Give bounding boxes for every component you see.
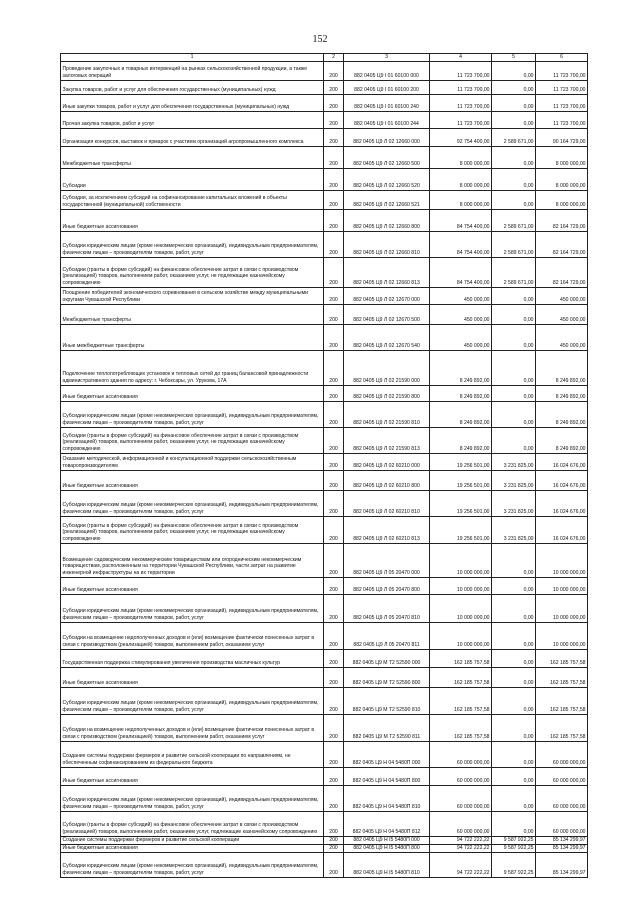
row-name: Субсидии (гранты в форме субсидий) на финансовое обеспечение затрат в связи с производством (реализацией) товаров, выполнением работ, оказанием услуг, не подлежащие казначейскому сопровождению	[61, 516, 324, 543]
row-amount-result: 162 185 757,58	[536, 649, 588, 667]
row-admin-code: 200	[324, 146, 344, 168]
row-admin-code: 200	[324, 61, 344, 80]
row-amount-total: 94 722 222,22	[430, 844, 492, 852]
row-admin-code: 200	[324, 401, 344, 427]
row-amount-total: 8 249 892,00	[430, 427, 492, 453]
table-row	[61, 667, 588, 687]
row-amount-total: 84 754 400,00	[430, 231, 492, 257]
row-amount-change: 3 231 825,00	[492, 516, 536, 543]
row-admin-code: 200	[324, 231, 344, 257]
row-admin-code: 200	[324, 168, 344, 190]
row-amount-total: 8 000 000,00	[430, 168, 492, 190]
row-classification-code: 882 0405 Ц9 Л 05 20470 800	[344, 577, 430, 594]
row-amount-result: 8 249 892,00	[536, 385, 588, 401]
row-classification-code: 882 0405 Ц9 М Т2 52590 811	[344, 714, 430, 741]
row-admin-code: 200	[324, 470, 344, 490]
table-row	[61, 852, 588, 877]
row-amount-total: 162 185 757,58	[430, 714, 492, 741]
table-row	[61, 287, 588, 304]
table-row	[61, 714, 588, 741]
row-amount-total: 94 722 222,22	[430, 836, 492, 844]
row-amount-total: 84 754 400,00	[430, 209, 492, 231]
row-amount-change: 0,00	[492, 350, 536, 385]
row-amount-result: 450 000,00	[536, 304, 588, 324]
row-classification-code: 882 0405 Ц9 Н 04 5480П 812	[344, 811, 430, 836]
row-amount-total: 10 000 000,00	[430, 543, 492, 577]
row-amount-change: 0,00	[492, 168, 536, 190]
row-amount-change: 0,00	[492, 61, 536, 80]
row-name: Создание системы поддержки фермеров и развитие сельской кооперации по направлениям, не обеспеченным софинансированием из федерального бюджета	[61, 741, 324, 767]
row-amount-total: 60 000 000,00	[430, 741, 492, 767]
row-name: Субсидии (гранты в форме субсидий) на финансовое обеспечение затрат в связи с производством (реализацией) товаров, выполнением работ, оказанием услуг, не подлежащие казначейскому сопровождению	[61, 257, 324, 287]
row-amount-change: 0,00	[492, 94, 536, 111]
row-amount-total: 10 000 000,00	[430, 577, 492, 594]
row-amount-result: 8 000 000,00	[536, 190, 588, 209]
row-amount-total: 450 000,00	[430, 304, 492, 324]
row-classification-code: 882 0405 Ц9 Л 05 20470 000	[344, 543, 430, 577]
row-classification-code: 882 0405 Ц9 Л 05 20470 811	[344, 622, 430, 649]
row-amount-change: 0,00	[492, 714, 536, 741]
row-admin-code: 200	[324, 324, 344, 350]
row-admin-code: 200	[324, 304, 344, 324]
row-classification-code: 882 0405 Ц9 Н I5 5480П 800	[344, 844, 430, 852]
row-amount-result: 16 024 676,00	[536, 516, 588, 543]
row-amount-result: 450 000,00	[536, 287, 588, 304]
row-classification-code: 882 0405 Ц9 Л 02 21590 813	[344, 427, 430, 453]
row-amount-total: 11 723 700,00	[430, 61, 492, 80]
row-name: Иные межбюджетные трансферты	[61, 324, 324, 350]
row-amount-change: 0,00	[492, 649, 536, 667]
row-classification-code: 882 0405 Ц9 Л 02 21590 800	[344, 385, 430, 401]
row-amount-result: 8 000 000,00	[536, 146, 588, 168]
row-classification-code: 882 0405 Ц9 М Т2 52590 810	[344, 687, 430, 714]
table-row	[61, 190, 588, 209]
row-admin-code: 200	[324, 811, 344, 836]
row-amount-total: 8 000 000,00	[430, 146, 492, 168]
row-classification-code: 882 0405 Ц9 Л 02 12670 000	[344, 287, 430, 304]
row-amount-result: 11 723 700,00	[536, 111, 588, 128]
row-classification-code: 882 0405 Ц9 Н I5 5480П 810	[344, 852, 430, 877]
row-amount-total: 8 000 000,00	[430, 190, 492, 209]
row-amount-change: 0,00	[492, 667, 536, 687]
row-amount-total: 450 000,00	[430, 324, 492, 350]
table-row	[61, 516, 588, 543]
row-amount-change: 2 589 671,00	[492, 128, 536, 146]
row-amount-result: 8 000 000,00	[536, 168, 588, 190]
row-amount-change: 2 589 671,00	[492, 231, 536, 257]
row-amount-change: 0,00	[492, 304, 536, 324]
table-body	[61, 61, 588, 877]
row-name: Субсидии юридическим лицам (кроме некоммерческих организаций), индивидуальным предпринимателям, физическим лицам – производителям товаров, работ, услуг	[61, 594, 324, 622]
row-name: Подключение теплопотребляющих установок и тепловых сетей до границ балансовой принадлежности административного здания по адресу: г. Чебоксары, ул. Урукова, 17А	[61, 350, 324, 385]
table-row	[61, 168, 588, 190]
table-header-row	[61, 54, 588, 62]
table-row	[61, 594, 588, 622]
table-row	[61, 94, 588, 111]
table-row	[61, 649, 588, 667]
row-admin-code: 200	[324, 836, 344, 844]
table-row	[61, 401, 588, 427]
row-amount-result: 82 164 729,00	[536, 231, 588, 257]
row-classification-code: 882 0405 Ц9 Л 02 60210 800	[344, 470, 430, 490]
row-name: Субсидии юридическим лицам (кроме некоммерческих организаций), индивидуальным предпринимателям, физическим лицам – производителям товаров, работ, услуг	[61, 231, 324, 257]
row-amount-change: 0,00	[492, 594, 536, 622]
row-classification-code: 882 0405 Ц9 Н 04 5480П 810	[344, 785, 430, 811]
table-row	[61, 741, 588, 767]
row-amount-result: 8 249 892,00	[536, 401, 588, 427]
row-amount-change: 0,00	[492, 577, 536, 594]
row-admin-code: 200	[324, 714, 344, 741]
row-admin-code: 200	[324, 852, 344, 877]
row-name: Субсидии (гранты в форме субсидий) на финансовое обеспечение затрат в связи с производством (реализацией) товаров, выполнением работ, оказанием услуг, подлежащие казначейскому сопровождению	[61, 811, 324, 836]
row-name: Субсидии юридическим лицам (кроме некоммерческих организаций), индивидуальным предпринимателям, физическим лицам – производителям товаров, работ, услуг	[61, 852, 324, 877]
row-name: Субсидии (гранты в форме субсидий) на финансовое обеспечение затрат в связи с производством (реализацией) товаров, выполнением работ, оказанием услуг, не подлежащие казначейскому сопровождению	[61, 427, 324, 453]
row-name: Субсидии, за исключением субсидий на софинансирование капитальных вложений в объекты государственной (муниципальной) собственности	[61, 190, 324, 209]
row-admin-code: 200	[324, 209, 344, 231]
row-name: Поощрение победителей экономического соревнования в сельском хозяйстве между муниципальными округами Чувашской Республики	[61, 287, 324, 304]
row-name: Субсидии юридическим лицам (кроме некоммерческих организаций), индивидуальным предпринимателям, физическим лицам – производителям товаров, работ, услуг	[61, 401, 324, 427]
row-amount-change: 0,00	[492, 146, 536, 168]
row-amount-change: 0,00	[492, 190, 536, 209]
table-row	[61, 111, 588, 128]
row-amount-total: 60 000 000,00	[430, 767, 492, 785]
row-admin-code: 200	[324, 190, 344, 209]
row-amount-change: 0,00	[492, 401, 536, 427]
table-row	[61, 80, 588, 94]
row-amount-total: 92 754 400,00	[430, 128, 492, 146]
row-amount-total: 162 185 757,58	[430, 649, 492, 667]
row-name: Организация конкурсов, выставок и ярмарок с участием организаций агропромышленного комплекса	[61, 128, 324, 146]
row-admin-code: 200	[324, 257, 344, 287]
row-classification-code: 882 0405 Ц9 Л 05 20470 810	[344, 594, 430, 622]
row-name: Иные бюджетные ассигнования	[61, 577, 324, 594]
budget-table	[60, 53, 588, 878]
column-header: 5	[492, 54, 536, 62]
row-name: Иные бюджетные ассигнования	[61, 470, 324, 490]
table-row	[61, 146, 588, 168]
row-amount-result: 8 249 892,00	[536, 427, 588, 453]
row-name: Субсидии на возмещение недополученных доходов и (или) возмещение фактически понесенных затрат в связи с производством (реализацией) товаров, выполнением работ, оказанием услуг	[61, 714, 324, 741]
row-amount-total: 162 185 757,58	[430, 687, 492, 714]
row-name: Субсидии юридическим лицам (кроме некоммерческих организаций), индивидуальным предпринимателям, физическим лицам – производителям товаров, работ, услуг	[61, 785, 324, 811]
row-amount-result: 450 000,00	[536, 324, 588, 350]
row-classification-code: 882 0405 Ц9 Н 04 5480П 800	[344, 767, 430, 785]
row-classification-code: 882 0405 Ц9 I 01 60100 244	[344, 111, 430, 128]
row-admin-code: 200	[324, 350, 344, 385]
row-classification-code: 882 0405 Ц9 Н I5 5480П 000	[344, 836, 430, 844]
row-amount-result: 60 000 000,00	[536, 767, 588, 785]
row-classification-code: 882 0405 Ц9 Н 04 5480П 000	[344, 741, 430, 767]
row-classification-code: 882 0405 Ц9 Л 02 12660 810	[344, 231, 430, 257]
row-amount-result: 162 185 757,58	[536, 687, 588, 714]
table-row	[61, 128, 588, 146]
row-name: Иные бюджетные ассигнования	[61, 767, 324, 785]
row-amount-result: 90 164 729,00	[536, 128, 588, 146]
column-header: 2	[324, 54, 344, 62]
row-amount-result: 162 185 757,58	[536, 714, 588, 741]
row-admin-code: 200	[324, 741, 344, 767]
row-amount-total: 60 000 000,00	[430, 811, 492, 836]
row-amount-total: 10 000 000,00	[430, 622, 492, 649]
row-classification-code: 882 0405 Ц9 Л 02 12660 521	[344, 190, 430, 209]
row-admin-code: 200	[324, 516, 344, 543]
table-row	[61, 61, 588, 80]
row-amount-change: 2 589 671,00	[492, 257, 536, 287]
row-amount-result: 162 185 757,58	[536, 667, 588, 687]
row-name: Иные закупки товаров, работ и услуг для обеспечения государственных (муниципальных) нужд	[61, 94, 324, 111]
row-amount-result: 82 164 729,00	[536, 257, 588, 287]
row-admin-code: 200	[324, 111, 344, 128]
row-name: Создание системы поддержки фермеров и развитие сельской кооперации	[61, 836, 324, 844]
row-amount-change: 0,00	[492, 324, 536, 350]
row-amount-result: 85 134 299,97	[536, 844, 588, 852]
table-row	[61, 324, 588, 350]
row-admin-code: 200	[324, 577, 344, 594]
row-admin-code: 200	[324, 385, 344, 401]
row-admin-code: 200	[324, 622, 344, 649]
column-header: 3	[344, 54, 430, 62]
row-name: Субсидии на возмещение недополученных доходов и (или) возмещение фактически понесенных затрат в связи с производством (реализацией) товаров, выполнением работ, оказанием услуг	[61, 622, 324, 649]
row-amount-change: 0,00	[492, 785, 536, 811]
row-admin-code: 200	[324, 287, 344, 304]
row-classification-code: 882 0405 Ц9 I 01 60100 240	[344, 94, 430, 111]
row-amount-result: 11 723 700,00	[536, 94, 588, 111]
row-amount-change: 0,00	[492, 767, 536, 785]
row-name: Оказание методической, информационной и консультационной поддержки сельскохозяйственным товаропроизводителям	[61, 453, 324, 470]
row-classification-code: 882 0405 Ц9 Л 02 21590 000	[344, 350, 430, 385]
table-row	[61, 231, 588, 257]
table-row	[61, 844, 588, 852]
table-row	[61, 257, 588, 287]
row-amount-change: 0,00	[492, 543, 536, 577]
row-amount-result: 60 000 000,00	[536, 811, 588, 836]
row-admin-code: 200	[324, 649, 344, 667]
row-amount-result: 10 000 000,00	[536, 543, 588, 577]
table-row	[61, 427, 588, 453]
row-amount-total: 94 722 222,22	[430, 852, 492, 877]
row-classification-code: 882 0405 Ц9 Л 02 12660 813	[344, 257, 430, 287]
row-amount-change: 0,00	[492, 811, 536, 836]
row-amount-change: 0,00	[492, 687, 536, 714]
row-amount-change: 9 587 922,25	[492, 836, 536, 844]
row-amount-change: 3 231 825,00	[492, 490, 536, 516]
row-admin-code: 200	[324, 427, 344, 453]
row-classification-code: 882 0405 Ц9 Л 02 12670 500	[344, 304, 430, 324]
row-amount-total: 19 256 501,00	[430, 453, 492, 470]
table-row	[61, 785, 588, 811]
row-classification-code: 882 0405 Ц9 М Т2 52590 000	[344, 649, 430, 667]
row-amount-result: 60 000 000,00	[536, 785, 588, 811]
row-name: Иные бюджетные ассигнования	[61, 844, 324, 852]
row-admin-code: 200	[324, 767, 344, 785]
row-admin-code: 200	[324, 594, 344, 622]
table-row	[61, 490, 588, 516]
row-amount-total: 11 723 700,00	[430, 94, 492, 111]
table-row	[61, 543, 588, 577]
row-name: Возмещение садоводческим некоммерческим товариществам или огородническим некоммерческим товариществам, расположенным на территории Чувашской Республики, части затрат на развитие инженерной инфраструктуры на их территории	[61, 543, 324, 577]
row-admin-code: 200	[324, 785, 344, 811]
row-amount-total: 8 249 892,00	[430, 385, 492, 401]
row-amount-result: 10 000 000,00	[536, 594, 588, 622]
row-amount-change: 2 589 671,00	[492, 209, 536, 231]
row-name: Иные бюджетные ассигнования	[61, 209, 324, 231]
column-header: 1	[61, 54, 324, 62]
row-admin-code: 200	[324, 543, 344, 577]
row-amount-change: 0,00	[492, 427, 536, 453]
row-amount-result: 60 000 000,00	[536, 741, 588, 767]
row-name: Государственная поддержка стимулирования увеличения производства масличных культур	[61, 649, 324, 667]
row-classification-code: 882 0405 Ц9 Л 02 12660 800	[344, 209, 430, 231]
row-name: Межбюджетные трансферты	[61, 146, 324, 168]
row-name: Субсидии юридическим лицам (кроме некоммерческих организаций), индивидуальным предпринимателям, физическим лицам – производителям товаров, работ, услуг	[61, 687, 324, 714]
row-amount-total: 11 723 700,00	[430, 111, 492, 128]
row-amount-total: 60 000 000,00	[430, 785, 492, 811]
row-admin-code: 200	[324, 667, 344, 687]
row-name: Межбюджетные трансферты	[61, 304, 324, 324]
table-row	[61, 836, 588, 844]
row-name: Закупка товаров, работ и услуг для обеспечения государственных (муниципальных) нужд	[61, 80, 324, 94]
row-admin-code: 200	[324, 94, 344, 111]
table-row	[61, 470, 588, 490]
table-row	[61, 304, 588, 324]
table-row	[61, 767, 588, 785]
row-classification-code: 882 0405 Ц9 М Т2 52590 800	[344, 667, 430, 687]
row-amount-change: 9 587 922,25	[492, 852, 536, 877]
row-name: Иные бюджетные ассигнования	[61, 667, 324, 687]
row-amount-total: 8 249 892,00	[430, 350, 492, 385]
column-header: 4	[430, 54, 492, 62]
row-admin-code: 200	[324, 490, 344, 516]
row-classification-code: 882 0405 Ц9 Л 02 60210 000	[344, 453, 430, 470]
page-number: 152	[312, 34, 328, 45]
table-row	[61, 687, 588, 714]
row-amount-result: 16 024 676,00	[536, 470, 588, 490]
row-amount-change: 3 231 825,00	[492, 453, 536, 470]
table-row	[61, 350, 588, 385]
row-classification-code: 882 0405 Ц9 Л 02 12670 540	[344, 324, 430, 350]
row-classification-code: 882 0405 Ц9 Л 02 12660 500	[344, 146, 430, 168]
row-amount-result: 16 024 676,00	[536, 490, 588, 516]
row-classification-code: 882 0405 Ц9 Л 02 12660 000	[344, 128, 430, 146]
row-name: Проведение закупочных и товарных интервенций на рынках сельскохозяйственной продукции, а также залоговых операций	[61, 61, 324, 80]
row-amount-result: 82 164 729,00	[536, 209, 588, 231]
row-admin-code: 200	[324, 844, 344, 852]
row-amount-change: 0,00	[492, 287, 536, 304]
row-amount-result: 10 000 000,00	[536, 622, 588, 649]
row-amount-total: 450 000,00	[430, 287, 492, 304]
row-amount-total: 19 256 501,00	[430, 470, 492, 490]
row-amount-total: 11 723 700,00	[430, 80, 492, 94]
row-amount-total: 19 256 501,00	[430, 490, 492, 516]
table-row	[61, 453, 588, 470]
row-amount-result: 16 024 676,00	[536, 453, 588, 470]
row-amount-result: 85 134 299,97	[536, 852, 588, 877]
row-amount-total: 19 256 501,00	[430, 516, 492, 543]
row-name: Субсидии	[61, 168, 324, 190]
table-row	[61, 577, 588, 594]
table-row	[61, 811, 588, 836]
row-amount-total: 84 754 400,00	[430, 257, 492, 287]
row-classification-code: 882 0405 Ц9 Л 02 60210 810	[344, 490, 430, 516]
row-admin-code: 200	[324, 80, 344, 94]
row-amount-change: 0,00	[492, 385, 536, 401]
row-amount-change: 0,00	[492, 622, 536, 649]
row-classification-code: 882 0405 Ц9 I 01 60100 200	[344, 80, 430, 94]
row-amount-total: 8 249 892,00	[430, 401, 492, 427]
table-row	[61, 622, 588, 649]
row-classification-code: 882 0405 Ц9 Л 02 21590 810	[344, 401, 430, 427]
row-amount-total: 162 185 757,58	[430, 667, 492, 687]
row-amount-result: 85 134 299,97	[536, 836, 588, 844]
row-amount-change: 9 587 922,25	[492, 844, 536, 852]
table-row	[61, 209, 588, 231]
row-classification-code: 882 0405 Ц9 Л 02 60210 813	[344, 516, 430, 543]
row-amount-change: 0,00	[492, 111, 536, 128]
row-amount-result: 11 723 700,00	[536, 61, 588, 80]
column-header: 6	[536, 54, 588, 62]
row-amount-change: 0,00	[492, 80, 536, 94]
row-admin-code: 200	[324, 128, 344, 146]
row-name: Субсидии юридическим лицам (кроме некоммерческих организаций), индивидуальным предпринимателям, физическим лицам – производителям товаров, работ, услуг	[61, 490, 324, 516]
row-amount-result: 11 723 700,00	[536, 80, 588, 94]
row-amount-change: 3 231 825,00	[492, 470, 536, 490]
row-name: Иные бюджетные ассигнования	[61, 385, 324, 401]
row-classification-code: 882 0405 Ц9 I 01 60100 000	[344, 61, 430, 80]
row-admin-code: 200	[324, 687, 344, 714]
row-amount-change: 0,00	[492, 741, 536, 767]
row-classification-code: 882 0405 Ц9 Л 02 12660 520	[344, 168, 430, 190]
row-amount-result: 8 249 892,00	[536, 350, 588, 385]
row-admin-code: 200	[324, 453, 344, 470]
table-row	[61, 385, 588, 401]
row-name: Прочая закупка товаров, работ и услуг	[61, 111, 324, 128]
row-amount-total: 10 000 000,00	[430, 594, 492, 622]
row-amount-result: 10 000 000,00	[536, 577, 588, 594]
